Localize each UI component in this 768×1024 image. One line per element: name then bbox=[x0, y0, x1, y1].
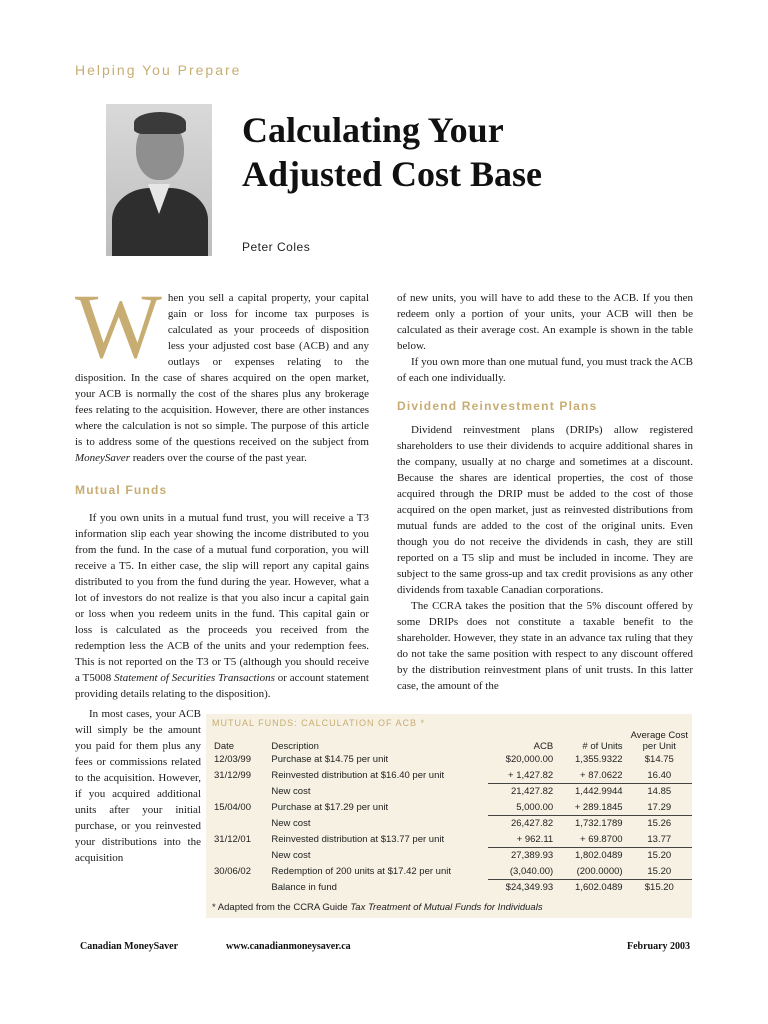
drop-cap: W bbox=[75, 275, 162, 377]
cell-units: + 289.1845 bbox=[557, 800, 626, 816]
cell-date: 12/03/99 bbox=[214, 754, 251, 766]
cell-units: 1,355.9322 bbox=[575, 754, 623, 766]
magazine-name: MoneySaver bbox=[75, 452, 130, 464]
table-row bbox=[210, 848, 692, 864]
cell-units: 1,732.1789 bbox=[575, 818, 623, 830]
cell-description: Reinvested distribution at $16.40 per unit bbox=[271, 770, 445, 781]
cell-date: 30/06/02 bbox=[214, 866, 251, 877]
cell-description: Redemption of 200 units at $17.42 per unit bbox=[271, 866, 451, 877]
cell-description: Balance in fund bbox=[271, 882, 337, 893]
table-footnote: * Adapted from the CCRA Guide Tax Treatment of Mutual Funds for Individuals bbox=[212, 902, 543, 913]
cell-acb: 26,427.82 bbox=[510, 818, 554, 830]
cell-description: Reinvested distribution at $13.77 per unit bbox=[271, 834, 445, 845]
cell-date bbox=[210, 880, 267, 896]
left-column bbox=[75, 275, 369, 702]
cell-acb: + 1,427.82 bbox=[488, 768, 557, 784]
cell-acb: 27,389.93 bbox=[510, 850, 554, 862]
right-column bbox=[397, 290, 693, 694]
footer-website[interactable]: www.canadianmoneysaver.ca bbox=[226, 941, 351, 952]
cell-acb: + 962.11 bbox=[488, 832, 557, 848]
table-row bbox=[210, 832, 692, 848]
cell-description: Purchase at $17.29 per unit bbox=[271, 802, 389, 813]
cell-units: 1,802.0489 bbox=[575, 850, 623, 862]
col-acb: ACB bbox=[533, 741, 554, 752]
cell-acb: $24,349.93 bbox=[505, 882, 554, 894]
title-line-2: Adjusted Cost Base bbox=[242, 154, 543, 194]
cell-acb: 5,000.00 bbox=[488, 800, 557, 816]
cell-date: 15/04/00 bbox=[214, 802, 251, 813]
cell-avg-cost: $14.75 bbox=[644, 754, 674, 766]
cell-date bbox=[210, 784, 267, 800]
table-header-row bbox=[210, 730, 692, 752]
table-row bbox=[210, 864, 692, 880]
author-byline: Peter Coles bbox=[242, 240, 311, 254]
col-description: Description bbox=[271, 741, 319, 752]
acb-paragraph: In most cases, your ACB will simply be the amount you paid for them plus any fees or commissions related to the acquisition. However, if you acquired additional units after your initial purchase, or you reinvested your distributions into the acquisition bbox=[75, 708, 201, 864]
cell-date bbox=[210, 848, 267, 864]
author-photo bbox=[106, 104, 212, 256]
cell-description: New cost bbox=[271, 850, 311, 861]
cell-description: Purchase at $14.75 per unit bbox=[271, 754, 389, 766]
title-line-1: Calculating Your bbox=[242, 110, 504, 150]
cell-date: 31/12/01 bbox=[214, 834, 251, 845]
table-row bbox=[210, 784, 692, 800]
article-title bbox=[242, 108, 542, 196]
left-column-narrow bbox=[75, 706, 201, 866]
cell-units: (200.0000) bbox=[557, 864, 626, 880]
intro-paragraph: When you sell a capital property, your capital gain or loss for income tax purposes is calculated as your proceeds of disposition less your adjusted cost base (ACB) and any outlays or expenses relating to the disposition. In the case of shares acquired on the open market, your ACB is normally the cost of the shares plus any brokerage fees relating to the acquisition. However, there are other instances where the calculation is not so simple. The purpose of this article is to address some of the questions received on the subject from MoneySaver readers over the course of the past year. bbox=[75, 275, 369, 464]
table-row bbox=[210, 880, 692, 896]
cell-units: 1,602.0489 bbox=[575, 882, 623, 894]
cell-avg-cost: 15.20 bbox=[647, 850, 672, 862]
ccra-paragraph: The CCRA takes the position that the 5% discount offered by some DRIPs does not constitute a taxable benefit to the shareholder. However, they state in an advance tax ruling that they do not take the same position with respect to any discount offered by the distribution reinvestment plans of unit trusts. In this latter case, the amount of the bbox=[397, 600, 693, 692]
acb-table-box bbox=[206, 714, 692, 918]
table-title: MUTUAL FUNDS: CALCULATION OF ACB * bbox=[212, 718, 426, 728]
section-kicker: Helping You Prepare bbox=[75, 62, 242, 78]
cell-avg-cost: 15.26 bbox=[647, 818, 672, 830]
table-row bbox=[210, 800, 692, 816]
section-heading-mutual-funds: Mutual Funds bbox=[75, 483, 168, 497]
multiple-funds-paragraph: If you own more than one mutual fund, you must track the ACB of each one individually. bbox=[397, 356, 693, 384]
cell-avg-cost: 17.29 bbox=[627, 800, 692, 816]
cell-avg-cost: 13.77 bbox=[627, 832, 692, 848]
cell-description: New cost bbox=[271, 786, 311, 797]
table-row bbox=[210, 752, 692, 768]
cell-acb: 21,427.82 bbox=[510, 786, 554, 798]
cell-units: + 69.8700 bbox=[557, 832, 626, 848]
table-row bbox=[210, 816, 692, 832]
cell-acb: (3,040.00) bbox=[488, 864, 557, 880]
col-avg-cost: Average Cost per Unit bbox=[630, 730, 688, 752]
mutual-funds-paragraph: If you own units in a mutual fund trust, you will receive a T3 information slip each year showing the income distributed to you from the fund. In the case of a mutual fund corporation, you will receive a T5. In either case, the slip will report any capital gains distributed to you from the fund during the year. However, what a lot of investors do not realize is that you also incur a capital gain or loss when you redeem units in the fund. This capital gain or loss is calculated as the proceeds you received from the redemption less the ACB of the units and your redemption fees. This is not reported on the T3 or T5 (although you should receive a T5008 Statement of Securities Transactions or account statement providing details relating to the disposition). bbox=[75, 512, 369, 700]
footer-publication: Canadian MoneySaver bbox=[80, 941, 179, 952]
cell-avg-cost: 15.20 bbox=[627, 864, 692, 880]
col-date: Date bbox=[214, 741, 235, 752]
col-units: # of Units bbox=[582, 741, 623, 752]
cell-date bbox=[210, 816, 267, 832]
cell-avg-cost: $15.20 bbox=[644, 882, 674, 894]
continued-paragraph: of new units, you will have to add these to the ACB. If you then redeem only a portion of your units, your ACB will then be calculated as their average cost. An example is shown in the table below. bbox=[397, 292, 693, 352]
cell-acb: $20,000.00 bbox=[505, 754, 554, 766]
cell-units: + 87.0622 bbox=[557, 768, 626, 784]
cell-description: New cost bbox=[271, 818, 311, 829]
table-row bbox=[210, 768, 692, 784]
cell-units: 1,442.9944 bbox=[575, 786, 623, 798]
cell-avg-cost: 14.85 bbox=[647, 786, 672, 798]
cell-date: 31/12/99 bbox=[214, 770, 251, 781]
acb-table bbox=[210, 730, 692, 896]
drip-paragraph: Dividend reinvestment plans (DRIPs) allow registered shareholders to use their dividends to acquire additional shares in the company, usually at no charge and sometimes at a discount. Because the shares are identical properties, the cost of those acquired through the DRIP must be added to the cost of those acquired on the open market, just as reinvested distributions from mutual funds are added to the cost of the original units. Even though you do not receive the dividends in cash, they are still reported on a T5 slip and must be included in income. They are subject to the same gross-up and tax credit provisions as any other dividends from taxable Canadian corporations. bbox=[397, 424, 693, 596]
cell-avg-cost: 16.40 bbox=[627, 768, 692, 784]
footer-date: February 2003 bbox=[627, 941, 691, 952]
section-heading-drips: Dividend Reinvestment Plans bbox=[397, 399, 598, 413]
